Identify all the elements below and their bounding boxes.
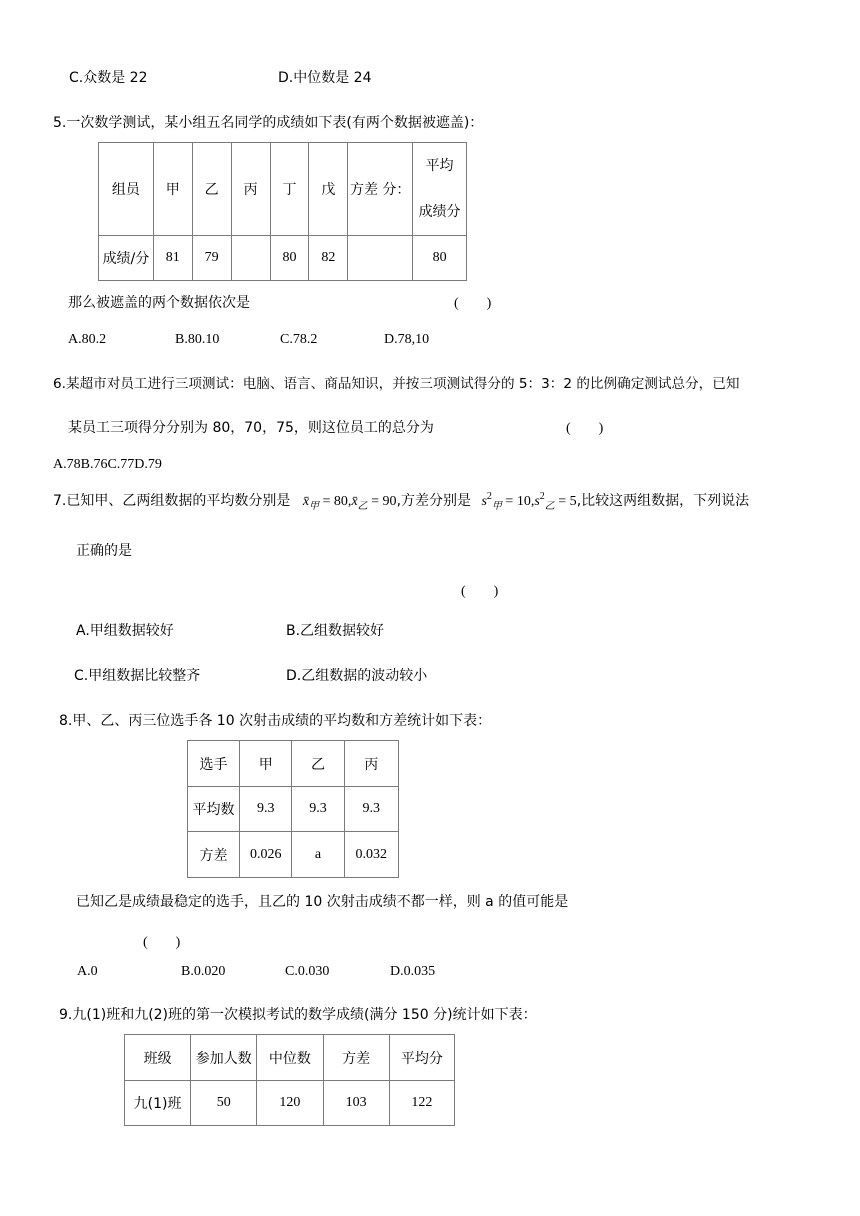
q4-option-c: C.众数是 22 <box>69 70 148 86</box>
q6-stem-line2: 某员工三项得分分别为 80，70，75，则这位员工的总分为 <box>68 420 434 436</box>
q8-question: 已知乙是成绩最稳定的选手，且乙的 10 次射击成绩不都一样，则 a 的值可能是 <box>76 894 569 910</box>
q7-option-a: A.甲组数据较好 <box>76 623 174 639</box>
table-header-cell: 乙 <box>192 143 231 236</box>
table-cell: 9.3 <box>240 787 292 832</box>
q7-option-d: D.乙组数据的波动较小 <box>286 668 428 684</box>
table-cell: 九(1)班 <box>125 1081 191 1126</box>
table-header-cell: 乙 <box>292 741 344 787</box>
mean-b-subscript: 乙 <box>357 501 368 512</box>
q9-stem: 9.九(1)班和九(2)班的第一次模拟考试的数学成绩(满分 150 分)统计如下表： <box>59 1007 537 1023</box>
table-row <box>188 832 399 878</box>
q5-answer-paren: ( ) <box>454 296 492 311</box>
q7-stem-middle: ,方差分别是 <box>396 493 472 509</box>
table-header-cell: 丙 <box>231 143 270 236</box>
q6-options: A.78B.76C.77D.79 <box>53 457 162 472</box>
q7-stem-suffix: ,比较这两组数据，下列说法 <box>576 493 750 509</box>
table-header-cell-average <box>413 143 467 236</box>
variance-a-value: = 10, <box>505 494 535 509</box>
q7-stem-line1 <box>53 490 749 512</box>
table-cell: 成绩/分 <box>99 236 154 281</box>
table-header-cell: 中位数 <box>257 1035 323 1081</box>
q7-stem-prefix: 7.已知甲、乙两组数据的平均数分别是 <box>53 493 291 509</box>
mean-a-expression: $x̄_甲$ = $80,x̄_乙 = 90$ <box>302 494 397 512</box>
q5-question: 那么被遮盖的两个数据依次是 <box>68 295 250 311</box>
table-header-cell: 参加人数 <box>191 1035 257 1081</box>
table-cell: a <box>292 832 344 878</box>
table-header-cell: 方差 <box>323 1035 389 1081</box>
q7-option-c: C.甲组数据比较整齐 <box>74 668 201 684</box>
variance-b-subscript: 乙 <box>544 501 555 512</box>
table-header-cell: 组员 <box>99 143 154 236</box>
mean-b-value: = 90 <box>371 494 397 509</box>
q5-table <box>98 142 467 281</box>
table-header-cell: 戊 <box>309 143 348 236</box>
table-row <box>188 787 399 832</box>
q7-answer-paren: ( ) <box>461 584 499 599</box>
variance-a-exponent: 2 <box>486 491 492 502</box>
header-line: 成绩分 <box>418 204 461 220</box>
table-cell: 122 <box>389 1081 454 1126</box>
q7-option-b: B.乙组数据较好 <box>286 623 385 639</box>
q5-option-a: A.80.2 <box>68 332 107 347</box>
variance-b-value: = 5 <box>558 494 577 509</box>
mean-a-value: = 80, <box>322 494 352 509</box>
q8-option-d: D.0.035 <box>390 964 436 979</box>
table-row <box>99 143 467 236</box>
variance-a-subscript: 甲 <box>491 501 502 512</box>
table-cell: 80 <box>270 236 309 281</box>
table-cell: 82 <box>309 236 348 281</box>
table-cell: 9.3 <box>292 787 344 832</box>
table-cell: 0.032 <box>344 832 398 878</box>
q5-stem: 5.一次数学测试，某小组五名同学的成绩如下表(有两个数据被遮盖)： <box>53 115 484 131</box>
q5-option-d: D.78,10 <box>384 332 430 347</box>
q6-answer-paren: ( ) <box>566 421 604 436</box>
table-cell: 79 <box>192 236 231 281</box>
table-cell-covered <box>348 236 413 281</box>
table-header-cell: 甲 <box>153 143 192 236</box>
table-row <box>125 1081 455 1126</box>
table-cell: 9.3 <box>344 787 398 832</box>
q8-option-a: A.0 <box>77 964 98 979</box>
variance-b-exponent: 2 <box>539 491 545 502</box>
table-row <box>99 236 467 281</box>
q7-stem-line2: 正确的是 <box>76 543 132 559</box>
table-cell: 方差 <box>188 832 240 878</box>
variance-expression: $s^2_甲 = 10,s^2_乙 = 5$ <box>481 491 577 512</box>
table-cell-covered <box>231 236 270 281</box>
mean-a-subscript: 甲 <box>309 501 320 512</box>
q5-option-b: B.80.10 <box>175 332 220 347</box>
table-cell: 0.026 <box>240 832 292 878</box>
table-header-cell: 平均分 <box>389 1035 454 1081</box>
table-cell: 50 <box>191 1081 257 1126</box>
table-cell: 平均数 <box>188 787 240 832</box>
table-header-cell: 丁 <box>270 143 309 236</box>
q8-table <box>187 740 399 878</box>
table-cell: 120 <box>257 1081 323 1126</box>
table-row <box>188 741 399 787</box>
q9-table <box>124 1034 455 1126</box>
q8-option-b: B.0.020 <box>181 964 226 979</box>
table-header-cell: 班级 <box>125 1035 191 1081</box>
q5-option-c: C.78.2 <box>280 332 318 347</box>
table-header-cell: 丙 <box>344 741 398 787</box>
table-cell: 103 <box>323 1081 389 1126</box>
table-header-cell: 选手 <box>188 741 240 787</box>
table-header-cell: 甲 <box>240 741 292 787</box>
table-row <box>125 1035 455 1081</box>
table-cell: 80 <box>413 236 467 281</box>
table-header-cell: 方差 分： <box>348 143 413 236</box>
q8-stem: 8.甲、乙、丙三位选手各 10 次射击成绩的平均数和方差统计如下表： <box>59 713 492 729</box>
q6-stem-line1: 6.某超市对员工进行三项测试：电脑、语言、商品知识，并按三项测试得分的 5：3：2 的比例确定测试总分，已知 <box>53 376 740 392</box>
q8-option-c: C.0.030 <box>285 964 330 979</box>
header-line: 平均 <box>425 158 454 174</box>
table-cell: 81 <box>153 236 192 281</box>
q4-option-d: D.中位数是 24 <box>278 70 372 86</box>
q8-answer-paren: ( ) <box>143 935 181 950</box>
